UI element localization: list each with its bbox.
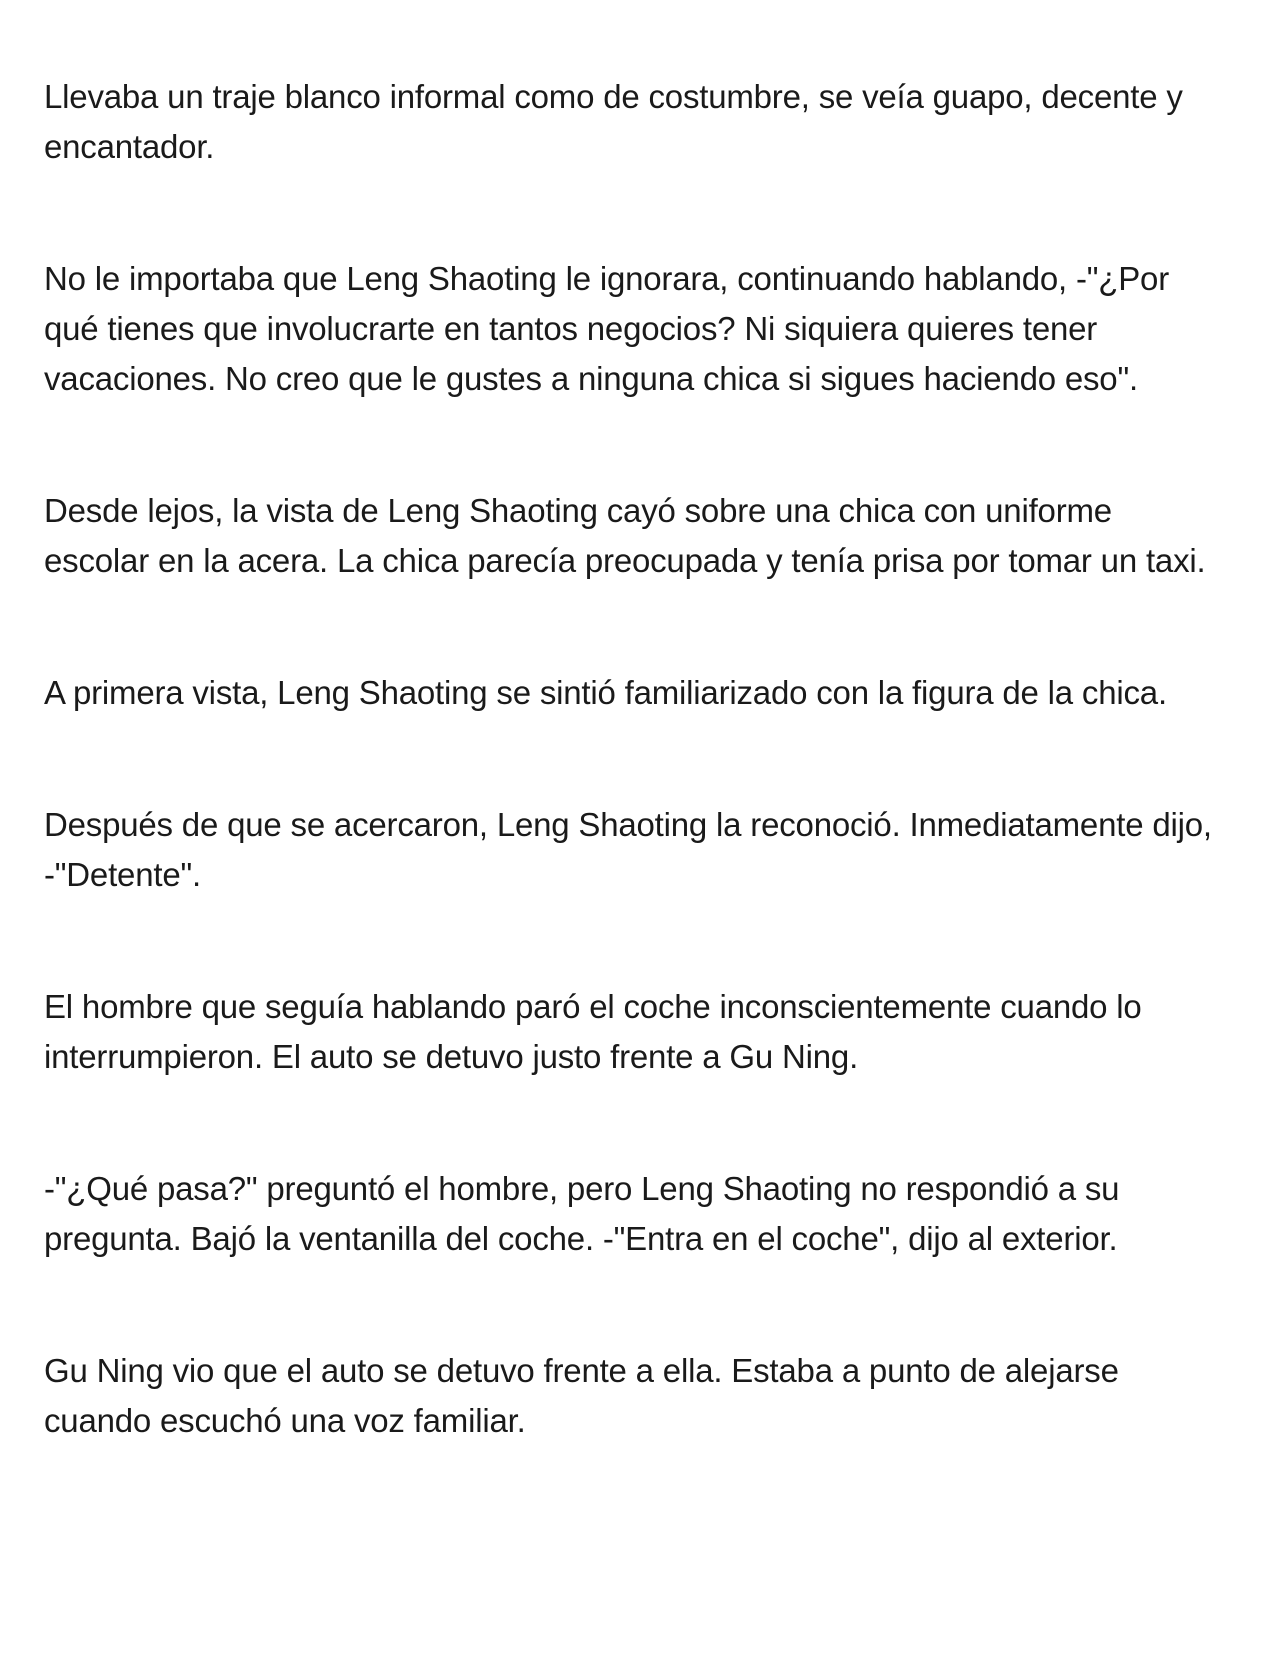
paragraph-5: Después de que se acercaron, Leng Shaoting la reconoció. Inmediatamente dijo, -"Detente". (44, 806, 1212, 893)
paragraph-3: Desde lejos, la vista de Leng Shaoting cayó sobre una chica con uniforme escolar en la acera. La chica parecía preocupada y tenía prisa por tomar un taxi. (44, 492, 1206, 579)
paragraph-8: Gu Ning vio que el auto se detuvo frente a ella. Estaba a punto de alejarse cuando escuchó una voz familiar. (44, 1352, 1119, 1439)
paragraph-4: A primera vista, Leng Shaoting se sintió familiarizado con la figura de la chica. (44, 674, 1167, 711)
paragraph-2: No le importaba que Leng Shaoting le ignorara, continuando hablando, -"¿Por qué tienes que involucrarte en tantos negocios? Ni siquiera quieres tener vacaciones. No creo que le gustes a ninguna chica si sigues haciendo eso". (44, 260, 1169, 397)
paragraph-6: El hombre que seguía hablando paró el coche inconscientemente cuando lo interrumpieron. El auto se detuvo justo frente a Gu Ning. (44, 988, 1142, 1075)
paragraph-1: Llevaba un traje blanco informal como de costumbre, se veía guapo, decente y encantador. (44, 78, 1183, 165)
paragraph-7: -"¿Qué pasa?" preguntó el hombre, pero Leng Shaoting no respondió a su pregunta. Bajó la ventanilla del coche. -"Entra en el coche", dijo al exterior. (44, 1170, 1120, 1257)
